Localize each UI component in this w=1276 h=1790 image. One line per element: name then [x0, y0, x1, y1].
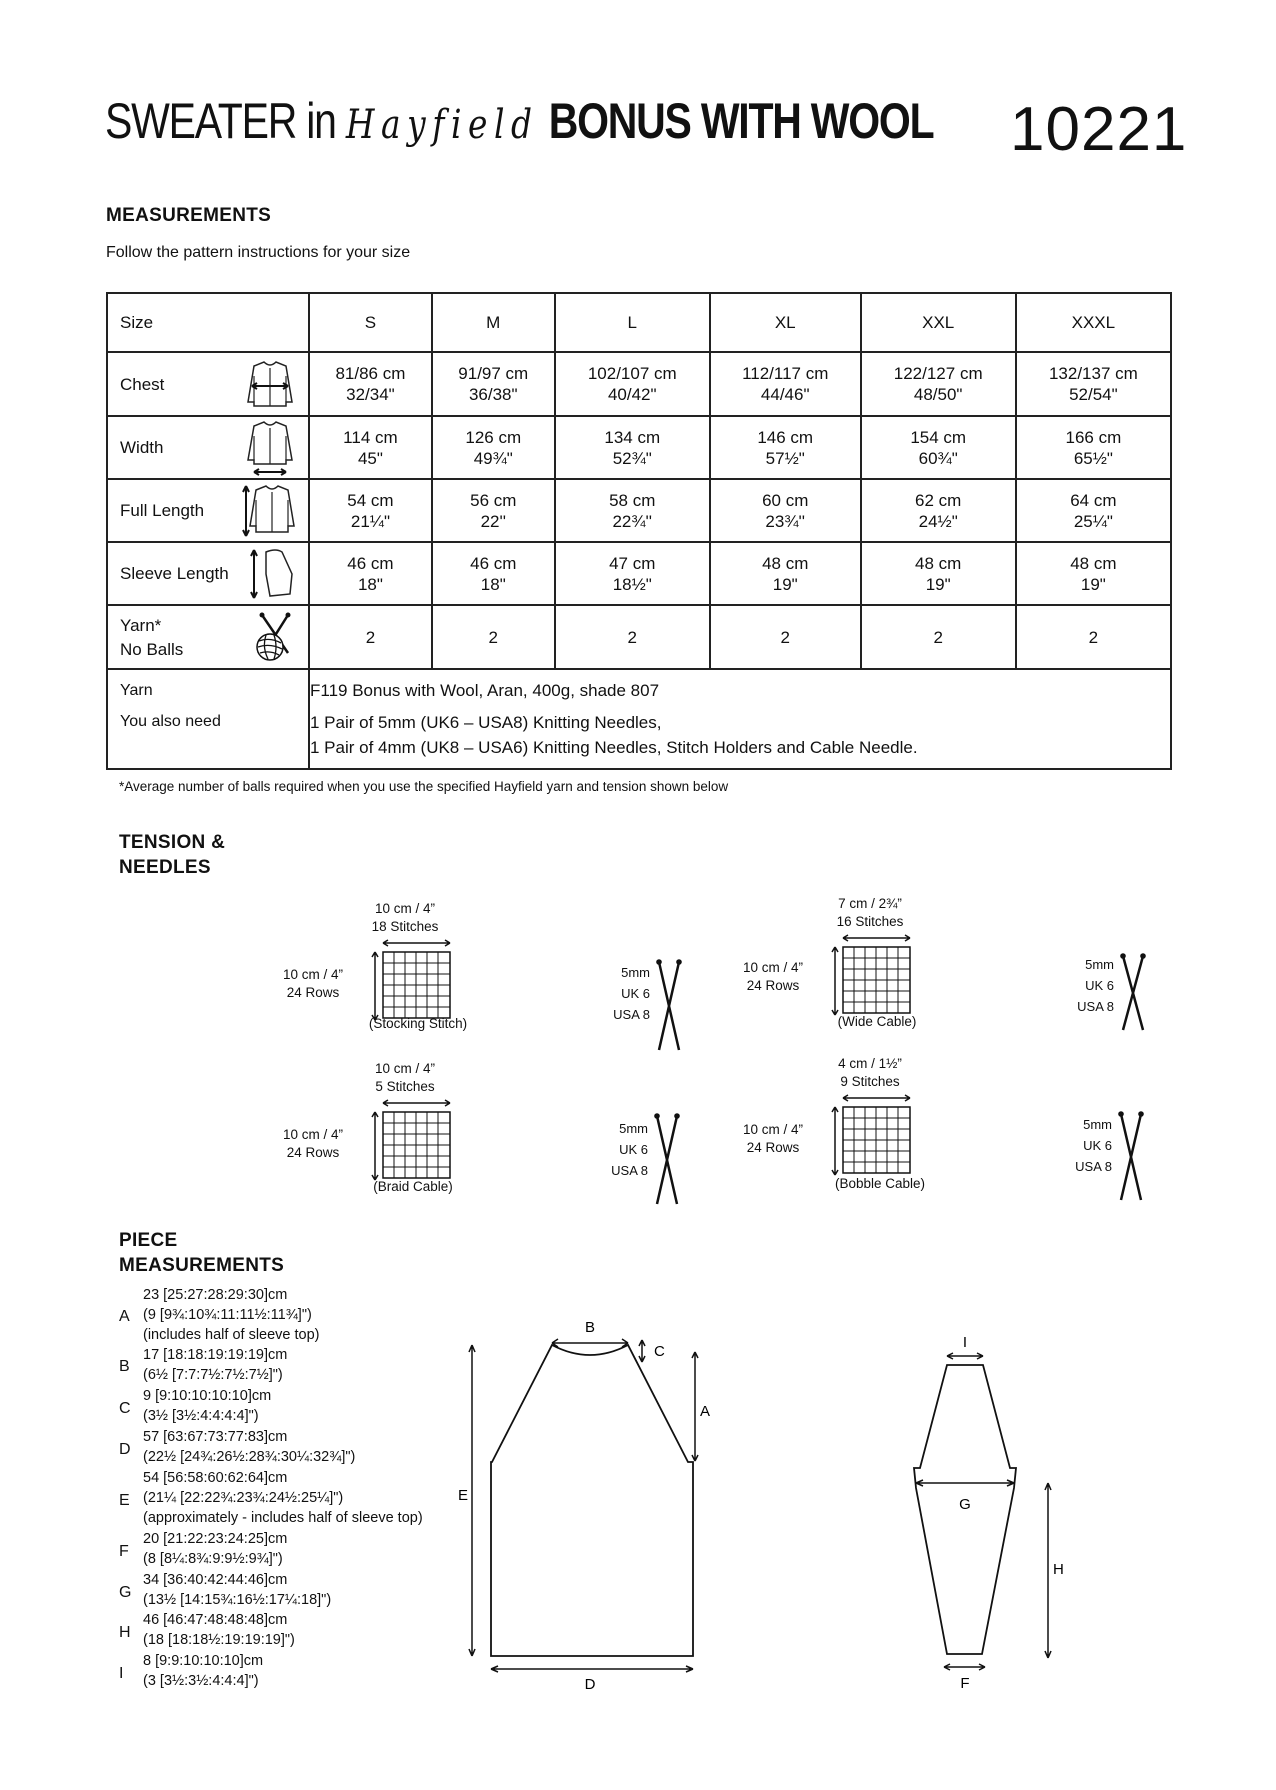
chest-s-in: 32/34": [346, 385, 395, 404]
needle-1-mm: 5mm: [621, 965, 650, 980]
sleeve-length-row: [107, 542, 1171, 605]
sleeve-length-label-cell: [107, 542, 309, 605]
size-col-s: S: [309, 293, 432, 352]
swatch-4-rows: 24 Rows: [746, 1140, 800, 1155]
piece-measurements-heading: [119, 1228, 284, 1278]
yarn-value: F119 Bonus with Wool, Aran, 400g, shade 807: [310, 681, 660, 700]
piece-d-line2: (22½ [24¾:26½:28¾:30¼:32¾]"): [143, 1449, 356, 1465]
needle-4-mm: 5mm: [1083, 1117, 1112, 1132]
sleeve-xxl-in: 19": [925, 574, 951, 594]
body-label-d: D: [584, 1676, 596, 1693]
body-label-c: C: [654, 1343, 665, 1360]
sleeve-xxxl-cm: 48 cm: [1070, 553, 1117, 573]
sleeve-label-g: G: [959, 1496, 971, 1513]
chest-l-in: 40/42": [607, 385, 657, 404]
piece-heading-line1: PIECE: [119, 1230, 178, 1251]
piece-letter-b: B: [119, 1358, 130, 1375]
body-arrow-b: [552, 1339, 628, 1347]
piece-e-line1: 54 [56:58:60:62:64]cm: [143, 1470, 288, 1486]
swatch-3-height: 10 cm / 4”: [282, 1127, 344, 1142]
sleeve-label-f: F: [960, 1675, 970, 1692]
chest-xl-cm: 112/117 cm: [742, 364, 829, 383]
sleeve-xl-cm: 48 cm: [762, 553, 809, 573]
chest-xxxl-in: 52/54": [1069, 385, 1118, 404]
swatch-2-width: 7 cm / 2¾”: [838, 896, 902, 911]
swatch-3-width: 10 cm / 4”: [374, 1061, 436, 1076]
piece-letter-h: H: [119, 1624, 131, 1641]
width-xxl-in: 60¾": [918, 448, 958, 468]
size-col-xl: XL: [710, 293, 861, 352]
balls-l: 2: [555, 605, 710, 669]
size-col-m: M: [432, 293, 555, 352]
size-header-row: [107, 293, 1171, 352]
chest-xxl-in: 48/50": [913, 385, 963, 404]
swatch-3-rows: 24 Rows: [286, 1145, 340, 1160]
sleeve-arrow-f: [944, 1664, 985, 1670]
title-suffix: BONUS WITH WOOL: [548, 93, 934, 149]
measurements-instruction: Follow the pattern instructions for your size: [106, 244, 411, 261]
piece-a-line1: 23 [25:27:28:29:30]cm: [143, 1287, 288, 1303]
length-xxl-in: 24½": [918, 511, 958, 531]
sleeve-s-cm: 46 cm: [347, 553, 394, 573]
swatch-4-width: 4 cm / 1½”: [838, 1056, 902, 1071]
piece-letter-d: D: [119, 1441, 131, 1458]
chest-s-cm: 81/86 cm: [335, 364, 406, 383]
chest-label-cell: [107, 352, 309, 416]
width-xl-in: 57½": [765, 448, 805, 468]
yarn-info-row: [107, 669, 1171, 769]
needle-2-uk: UK 6: [1085, 978, 1114, 993]
chest-xl-in: 44/46": [760, 385, 810, 404]
body-arrow-e: [469, 1345, 475, 1656]
needle-4-uk: UK 6: [1083, 1138, 1112, 1153]
piece-h-line2: (18 [18:18½:19:19:19]"): [143, 1632, 295, 1648]
needle-2-icon: [1118, 952, 1148, 1032]
size-label: Size: [107, 293, 309, 352]
length-s-in: 21¼": [350, 511, 390, 531]
piece-b-line1: 17 [18:18:19:19:19]cm: [143, 1347, 288, 1363]
tension-heading: [119, 830, 225, 880]
swatch-bobble-cable: [740, 1055, 940, 1195]
needle-group-1: [596, 958, 686, 1054]
length-xxl-cm: 62 cm: [915, 490, 962, 510]
needle-1-uk: UK 6: [621, 986, 650, 1001]
sleeve-length-icon: [248, 546, 298, 602]
sleeve-length-label: Sleeve Length: [120, 564, 229, 583]
body-label-e: E: [458, 1487, 469, 1504]
length-s-cm: 54 cm: [347, 490, 394, 510]
needle-1-usa: USA 8: [613, 1007, 650, 1022]
length-xxxl-in: 25¼": [1073, 511, 1113, 531]
body-arrow-d: [491, 1666, 693, 1672]
body-arrow-a: [692, 1352, 698, 1461]
piece-c-line2: (3½ [3½:4:4:4:4]"): [143, 1408, 259, 1424]
piece-b: [143, 1345, 287, 1385]
piece-i-line1: 8 [9:9:10:10:10]cm: [143, 1653, 264, 1669]
measurements-heading: MEASUREMENTS: [106, 205, 272, 226]
piece-heading-line2: MEASUREMENTS: [119, 1255, 285, 1276]
size-col-xxxl: XXXL: [1016, 293, 1171, 352]
piece-d: [143, 1427, 355, 1467]
needle-group-4: [1058, 1110, 1148, 1206]
sleeve-s-in: 18": [357, 574, 383, 594]
width-s-cm: 114 cm: [343, 427, 398, 447]
chest-l-cm: 102/107 cm: [587, 364, 677, 383]
swatch-1-stitches: 18 Stitches: [371, 919, 439, 934]
piece-letter-c: C: [119, 1400, 131, 1417]
swatch-1-height: 10 cm / 4”: [282, 967, 344, 982]
chest-xxxl-cm: 132/137 cm: [1048, 364, 1138, 383]
pattern-number: 10221: [1010, 95, 1188, 164]
sleeve-xxxl-in: 19": [1080, 574, 1106, 594]
swatch-2-rows: 24 Rows: [746, 978, 800, 993]
swatch-2-height: 10 cm / 4”: [742, 960, 804, 975]
piece-f-line2: (8 [8¼:8¾:9:9½:9¾]"): [143, 1551, 283, 1567]
length-m-in: 22'': [480, 511, 506, 531]
sleeve-arrow-i: [947, 1353, 983, 1359]
sleeve-arrow-g: [916, 1480, 1014, 1486]
needle-group-2: [1060, 952, 1150, 1048]
tension-heading-line1: TENSION &: [119, 832, 226, 853]
needle-2-mm: 5mm: [1085, 957, 1114, 972]
piece-letter-i: I: [119, 1665, 124, 1682]
needle-3-usa: USA 8: [611, 1163, 648, 1178]
also-need-label: You also need: [120, 713, 221, 730]
piece-f: [143, 1529, 287, 1569]
length-xl-in: 23¾'': [765, 511, 805, 531]
piece-i-line2: (3 [3½:3½:4:4:4]"): [143, 1673, 259, 1689]
yarn-ball-icon: [248, 611, 298, 663]
body-schematic: [440, 1310, 740, 1700]
piece-i: [143, 1651, 263, 1691]
body-arrow-c: [639, 1340, 645, 1362]
swatch-3-name: (Braid Cable): [373, 1179, 453, 1194]
yarn-balls-label1: Yarn*: [120, 615, 162, 635]
chest-m-in: 36/38": [468, 385, 518, 404]
piece-h: [143, 1610, 295, 1650]
balls-xl: 2: [710, 605, 861, 669]
swatch-4-height: 10 cm / 4”: [742, 1122, 804, 1137]
width-m-cm: 126 cm: [465, 427, 522, 447]
swatch-2-stitches: 16 Stitches: [836, 914, 904, 929]
yarn-balls-row: [107, 605, 1171, 669]
balls-s: 2: [309, 605, 432, 669]
needle-4-icon: [1116, 1110, 1146, 1206]
width-label-cell: [107, 416, 309, 479]
piece-measurement-list: [0, 1285, 460, 1705]
piece-a-line3: (includes half of sleeve top): [143, 1327, 320, 1343]
piece-a-line2: (9 [9¾:10¾:11:11½:11¾]"): [143, 1307, 312, 1323]
chest-row: [107, 352, 1171, 416]
width-xxxl-in: 65½": [1073, 448, 1113, 468]
swatch-1-name: (Stocking Stitch): [368, 1016, 468, 1031]
needle-3-mm: 5mm: [619, 1121, 648, 1136]
sleeve-l-in: 18½": [612, 574, 652, 594]
size-col-l: L: [555, 293, 710, 352]
balls-m: 2: [432, 605, 555, 669]
width-row: [107, 416, 1171, 479]
sleeve-xxl-cm: 48 cm: [915, 553, 962, 573]
length-l-cm: 58 cm: [609, 490, 656, 510]
body-label-a: A: [700, 1403, 711, 1420]
needle-4-usa: USA 8: [1075, 1159, 1112, 1174]
width-xxl-cm: 154 cm: [910, 427, 967, 447]
pattern-title: [105, 92, 933, 150]
piece-f-line1: 20 [21:22:23:24:25]cm: [143, 1531, 288, 1547]
sweater-chest-icon: [242, 358, 298, 410]
brand-logo: Hayfield: [345, 102, 539, 148]
needle-group-3: [594, 1112, 684, 1208]
swatch-3-stitches: 5 Stitches: [375, 1079, 435, 1094]
width-xl-cm: 146 cm: [757, 427, 814, 447]
balls-xxl: 2: [861, 605, 1016, 669]
swatch-1-width: 10 cm / 4”: [374, 901, 436, 916]
piece-c-line1: 9 [9:10:10:10:10]cm: [143, 1388, 272, 1404]
piece-h-line1: 46 [46:47:48:48:48]cm: [143, 1612, 288, 1628]
piece-c: [143, 1386, 271, 1426]
width-m-in: 49¾": [473, 448, 513, 468]
piece-e: [143, 1468, 423, 1528]
sleeve-schematic: [880, 1320, 1064, 1700]
sleeve-label-h: H: [1053, 1561, 1064, 1578]
chest-xxl-cm: 122/127 cm: [893, 364, 983, 383]
width-l-cm: 134 cm: [604, 427, 661, 447]
piece-g-line2: (13½ [14:15¾:16½:17¼:18]"): [143, 1592, 332, 1608]
piece-letter-e: E: [119, 1492, 130, 1509]
piece-letter-g: G: [119, 1584, 132, 1601]
body-label-b: B: [584, 1319, 596, 1336]
piece-g: [143, 1570, 331, 1610]
piece-e-line2: (21¼ [22:22¾:23¾:24½:25¼]"): [143, 1490, 344, 1506]
full-length-row: [107, 479, 1171, 542]
sweater-length-icon: [240, 482, 298, 540]
sleeve-label-i: I: [962, 1334, 968, 1351]
swatch-4-stitches: 9 Stitches: [840, 1074, 900, 1089]
yarn-label: Yarn: [120, 682, 153, 699]
needle-1-icon: [654, 958, 684, 1054]
sleeve-l-cm: 47 cm: [609, 553, 656, 573]
needle-3-icon: [652, 1112, 682, 1208]
size-col-xxl: XXL: [861, 293, 1016, 352]
swatch-wide-cable: [740, 895, 940, 1035]
full-length-label-cell: [107, 479, 309, 542]
balls-xxxl: 2: [1016, 605, 1171, 669]
also-need-line2: 1 Pair of 4mm (UK8 – USA6) Knitting Needles, Stitch Holders and Cable Needle.: [310, 738, 918, 757]
piece-b-line2: (6½ [7:7:7½:7½:7½]"): [143, 1367, 283, 1383]
full-length-label: Full Length: [120, 501, 205, 520]
piece-letter-f: F: [119, 1543, 129, 1560]
chest-label: Chest: [120, 374, 165, 394]
sleeve-xl-in: 19": [772, 574, 798, 594]
width-label: Width: [120, 438, 164, 457]
also-need-line1: 1 Pair of 5mm (UK6 – USA8) Knitting Needles,: [310, 713, 662, 732]
sleeve-arrow-h: [1045, 1483, 1051, 1658]
width-l-in: 52¾": [612, 448, 652, 468]
swatch-4-name: (Bobble Cable): [834, 1176, 926, 1191]
sleeve-m-cm: 46 cm: [470, 553, 517, 573]
piece-d-line1: 57 [63:67:73:77:83]cm: [143, 1429, 288, 1445]
title-prefix: SWEATER in: [105, 93, 336, 149]
tension-heading-line2: NEEDLES: [119, 857, 211, 878]
sweater-width-icon: [242, 420, 298, 476]
piece-letter-a: A: [119, 1308, 130, 1325]
yarn-balls-label2: No Balls: [120, 639, 184, 659]
yarn-balls-label-cell: [107, 605, 309, 669]
length-l-in: 22¾'': [612, 511, 653, 531]
piece-e-line3: (approximately - includes half of sleeve top): [143, 1510, 423, 1526]
width-s-in: 45": [357, 448, 383, 468]
sleeve-m-in: 18": [480, 574, 506, 594]
needle-3-uk: UK 6: [619, 1142, 648, 1157]
body-outline: [491, 1345, 693, 1656]
swatch-stocking-stitch: [280, 900, 480, 1040]
piece-g-line1: 34 [36:40:42:44:46]cm: [143, 1572, 288, 1588]
size-table: [106, 292, 1172, 770]
swatch-1-rows: 24 Rows: [286, 985, 340, 1000]
length-m-cm: 56 cm: [470, 490, 517, 510]
piece-a: [143, 1285, 320, 1345]
chest-m-cm: 91/97 cm: [458, 364, 529, 383]
footnote: *Average number of balls required when you use the specified Hayfield yarn and tension shown below: [119, 779, 729, 794]
length-xl-cm: 60 cm: [762, 490, 809, 510]
length-xxxl-cm: 64 cm: [1070, 490, 1117, 510]
width-xxxl-cm: 166 cm: [1065, 427, 1122, 447]
swatch-2-name: (Wide Cable): [837, 1014, 917, 1029]
needle-2-usa: USA 8: [1077, 999, 1114, 1014]
swatch-braid-cable: [280, 1060, 480, 1200]
